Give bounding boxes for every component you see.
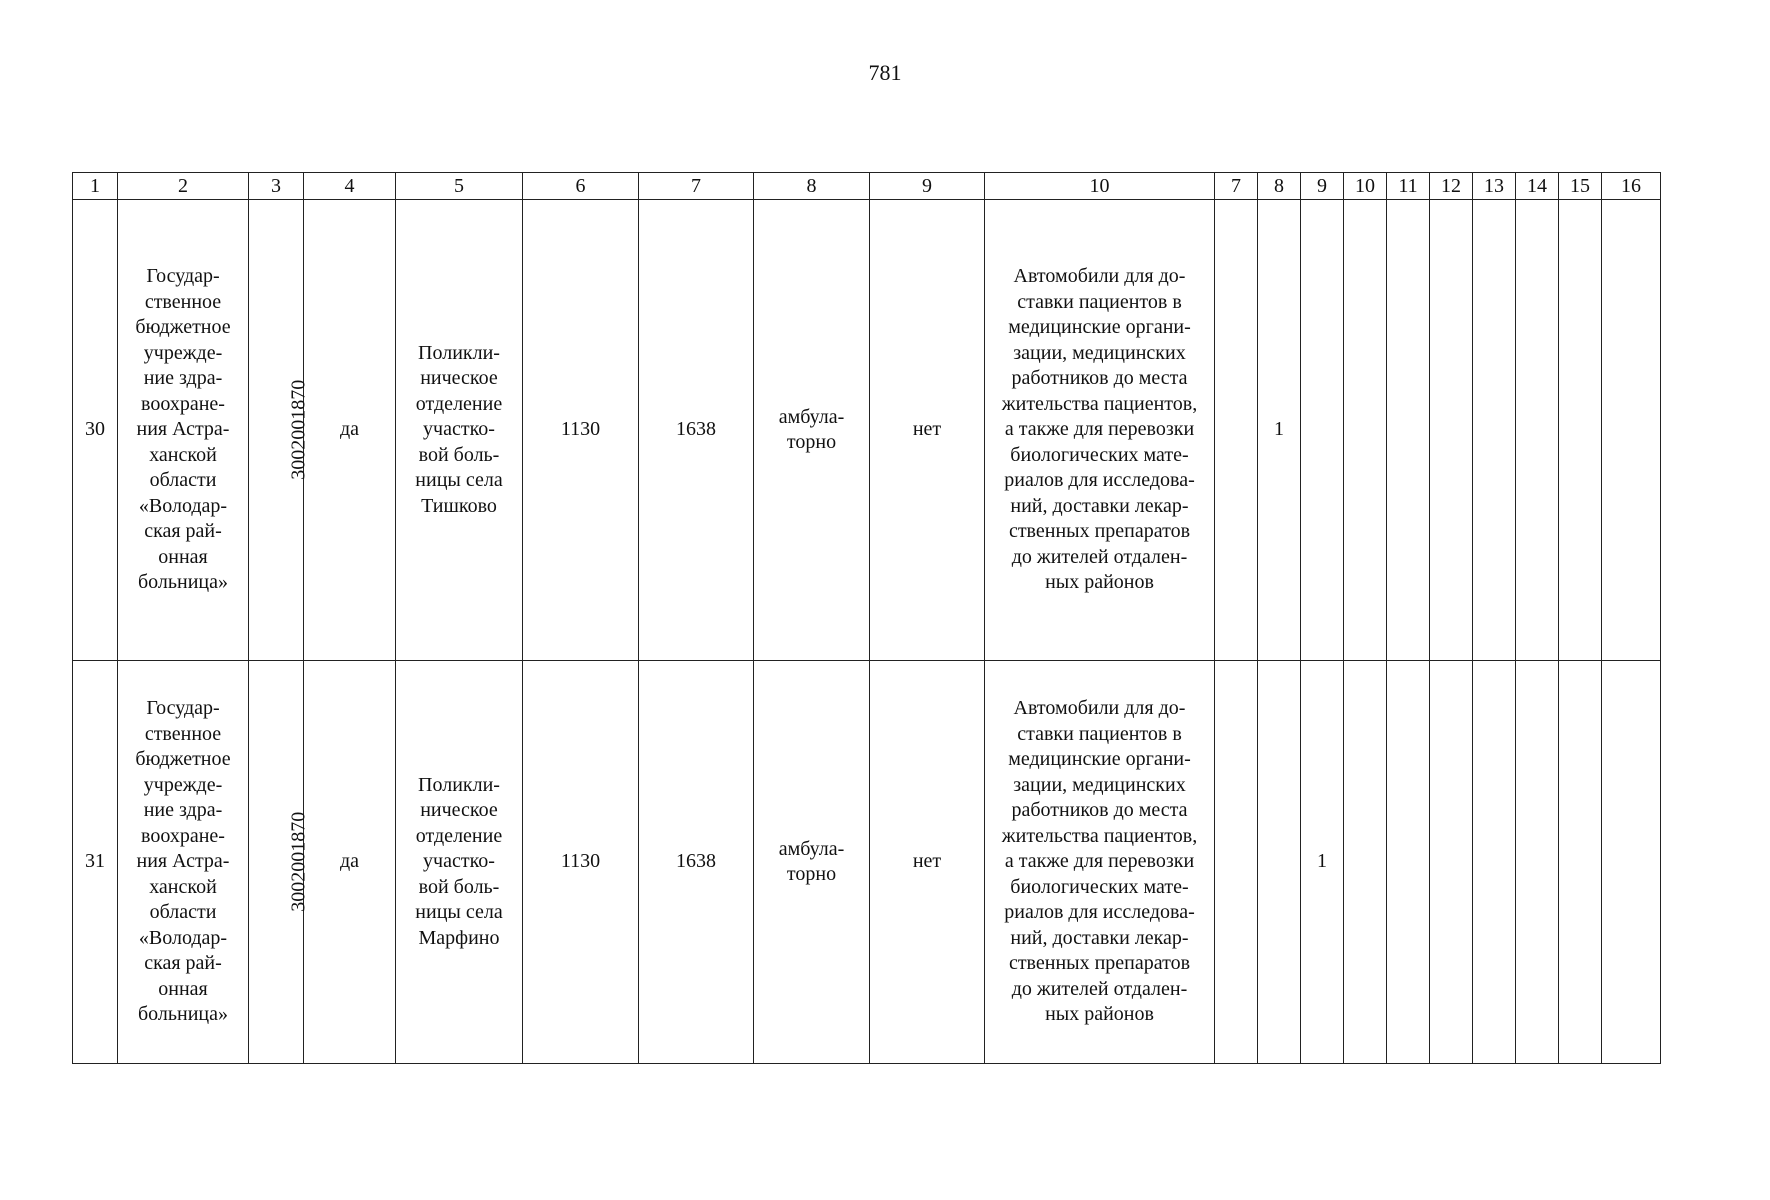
quantity-cell [1473,200,1516,661]
header-cell: 10 [1344,173,1387,200]
header-cell: 4 [304,173,396,200]
col9-cell: нет [870,200,985,661]
quantity-cell [1387,661,1430,1064]
header-cell: 8 [754,173,870,200]
code-text: 3002001870 [287,812,310,912]
quantity-cell [1344,200,1387,661]
organization-text: Государ- ственное бюджетное учрежде- ние здра- воохране- ния Астра- ханской области «Володар- ская рай- онная больница» [135,697,231,1026]
quantity-cell [1602,200,1661,661]
quantity-cell [1344,661,1387,1064]
header-cell: 9 [870,173,985,200]
header-cell: 12 [1430,173,1473,200]
header-cell: 16 [1602,173,1661,200]
unit-text: Поликли- ническое отделение участко- вой боль- ницы села Тишково [415,341,503,517]
organization-text: Государ- ственное бюджетное учрежде- ние здра- воохране- ния Астра- ханской области «Володар- ская рай- онная больница» [135,265,231,594]
header-cell: 9 [1301,173,1344,200]
header-row [73,173,1661,200]
flag-cell: да [304,200,396,661]
quantity-cell: 1 [1258,200,1301,661]
header-cell: 1 [73,173,118,200]
header-cell: 15 [1559,173,1602,200]
col9-cell: нет [870,661,985,1064]
description-text: Автомобили для до- ставки пациентов в медицинские органи- зации, медицинских работников до места жительства пациентов, а также для перевозки биологических мате- риалов для исследова- ний, доставки лекар- ственных препаратов до жителей отдален- ных районов [1001,265,1198,594]
quantity-cell [1215,200,1258,661]
row-number: 30 [73,200,118,661]
col7-cell: 1638 [639,661,754,1064]
quantity-cell [1516,661,1559,1064]
mode-text: амбула- торно [778,405,845,453]
quantity-cell [1301,200,1344,661]
header-cell: 13 [1473,173,1516,200]
mode-cell [754,661,870,1064]
col7-cell: 1638 [639,200,754,661]
quantity-cell [1473,661,1516,1064]
col6-cell: 1130 [523,661,639,1064]
page-number: 781 [868,60,902,85]
organization-cell [118,200,249,661]
row-number: 31 [73,661,118,1064]
header-cell: 10 [985,173,1215,200]
mode-text: амбула- торно [778,837,845,885]
quantity-cell [1387,200,1430,661]
unit-text: Поликли- ническое отделение участко- вой боль- ницы села Марфино [415,773,503,949]
data-table [72,172,1661,1064]
quantity-cell [1516,200,1559,661]
mode-cell [754,200,870,661]
header-cell: 2 [118,173,249,200]
table-row [73,200,1661,661]
organization-cell [118,661,249,1064]
header-cell: 7 [1215,173,1258,200]
header-cell: 3 [249,173,304,200]
unit-cell [396,200,523,661]
description-text: Автомобили для до- ставки пациентов в медицинские органи- зации, медицинских работников до места жительства пациентов, а также для перевозки биологических мате- риалов для исследова- ний, доставки лекар- ственных препаратов до жителей отдален- ных районов [1001,697,1198,1026]
quantity-cell [1559,661,1602,1064]
header-cell: 7 [639,173,754,200]
header-cell: 11 [1387,173,1430,200]
header-cell: 8 [1258,173,1301,200]
flag-cell: да [304,661,396,1064]
quantity-cell [1258,661,1301,1064]
quantity-cell [1602,661,1661,1064]
code-text: 3002001870 [287,380,310,480]
code-cell [249,661,310,1064]
code-cell [249,200,310,661]
header-cell: 5 [396,173,523,200]
quantity-cell: 1 [1301,661,1344,1064]
table-row [73,661,1661,1064]
header-cell: 14 [1516,173,1559,200]
header-cell: 6 [523,173,639,200]
quantity-cell [1430,661,1473,1064]
col6-cell: 1130 [523,200,639,661]
unit-cell [396,661,523,1064]
quantity-cell [1215,661,1258,1064]
quantity-cell [1559,200,1602,661]
description-cell [985,661,1215,1064]
quantity-cell [1430,200,1473,661]
description-cell [985,200,1215,661]
